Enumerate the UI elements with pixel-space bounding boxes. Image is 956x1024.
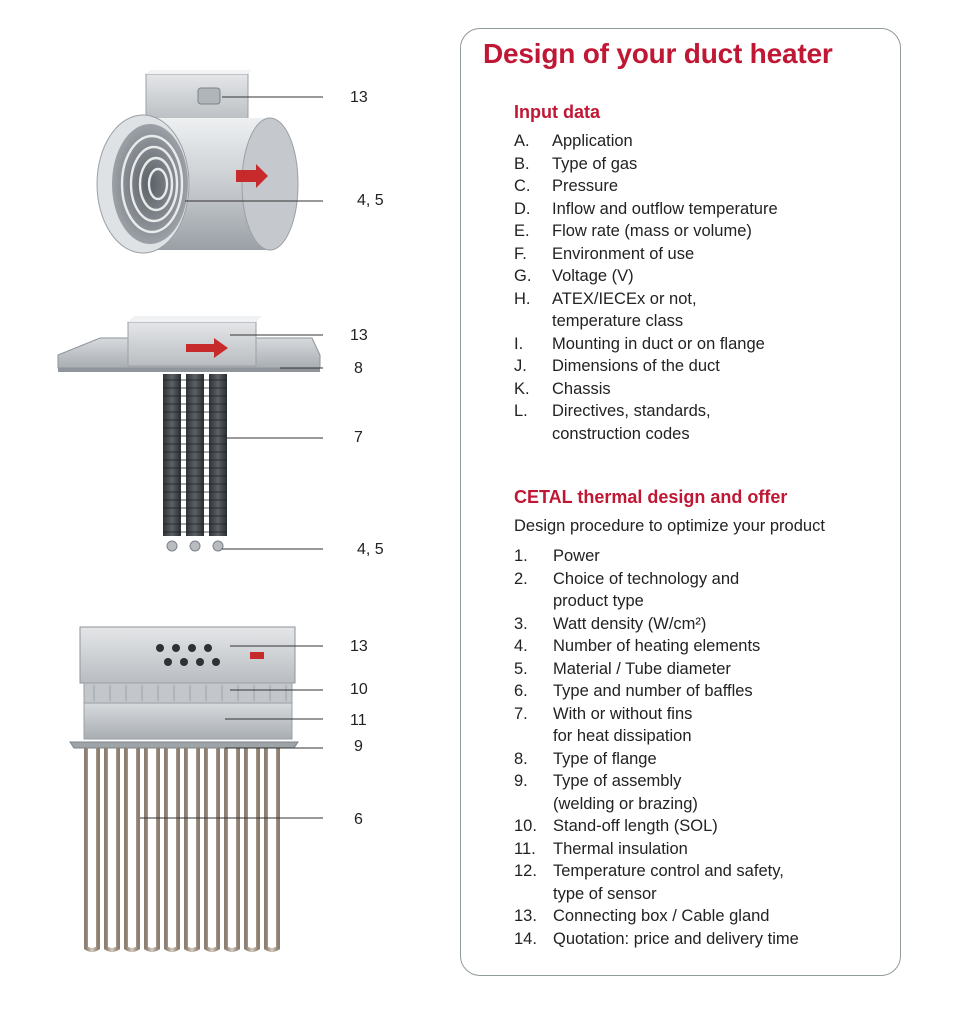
callout-6-baffles: 6 <box>354 811 363 828</box>
list-item <box>514 153 778 176</box>
design-intro-text: Design procedure to optimize your product <box>514 517 825 535</box>
list-item <box>514 905 799 928</box>
list-text: Flow rate (mass or volume) <box>552 222 752 240</box>
callout-4-5-tubes: 4, 5 <box>357 541 384 558</box>
list-item <box>514 378 778 401</box>
list-text: Inflow and outflow temperature <box>552 199 778 218</box>
list-text: Voltage (V) <box>552 267 634 285</box>
list-text: Type and number of baffles <box>553 682 753 700</box>
list-marker: K. <box>514 379 530 398</box>
list-item <box>514 613 799 636</box>
list-marker: 10. <box>514 817 537 835</box>
list-text: Material / Tube diameter <box>553 659 731 678</box>
list-marker: 11. <box>514 839 536 858</box>
list-text: Type of gas <box>552 154 638 173</box>
list-item <box>514 680 799 703</box>
list-marker: 2. <box>514 569 528 588</box>
list-marker: L. <box>514 402 528 420</box>
list-text: Temperature control and safety, type of sensor <box>553 862 784 903</box>
callout-9-assembly: 9 <box>354 738 363 755</box>
list-item <box>514 265 778 288</box>
callout-11-insulation: 11 <box>350 712 367 729</box>
list-text: With or without fins for heat dissipation <box>553 704 693 745</box>
list-item <box>514 175 778 198</box>
list-item <box>514 288 778 333</box>
list-item <box>514 658 799 681</box>
list-item <box>514 860 799 905</box>
page-title: Design of your duct heater <box>483 38 833 69</box>
list-text: Chassis <box>552 379 611 398</box>
list-item <box>514 703 799 748</box>
list-item <box>514 635 799 658</box>
list-marker: 5. <box>514 659 528 678</box>
list-marker: 4. <box>514 637 528 655</box>
list-text: Directives, standards, construction codes <box>552 402 711 443</box>
list-item <box>514 400 778 445</box>
callout-13-box: 13 <box>350 638 368 655</box>
list-marker: H. <box>514 289 531 308</box>
list-item <box>514 815 799 838</box>
callout-10-sol: 10 <box>350 681 368 698</box>
list-marker: C. <box>514 177 531 195</box>
list-text: Type of flange <box>553 749 657 768</box>
list-marker: I. <box>514 334 524 353</box>
list-item <box>514 220 778 243</box>
list-text: Number of heating elements <box>553 637 761 655</box>
list-text: Connecting box / Cable gland <box>553 907 770 925</box>
list-text: Mounting in duct or on flange <box>552 334 765 353</box>
list-marker: E. <box>514 222 530 240</box>
callout-13-box: 13 <box>350 327 368 344</box>
product-illustrations <box>0 0 460 1024</box>
list-marker: 6. <box>514 682 528 700</box>
list-item <box>514 198 778 221</box>
list-text: Watt density (W/cm²) <box>553 614 707 633</box>
list-text: Dimensions of the duct <box>552 357 720 375</box>
heating-tubes <box>86 748 278 950</box>
list-item <box>514 568 799 613</box>
list-text: Thermal insulation <box>553 839 688 858</box>
list-marker: 9. <box>514 772 528 790</box>
design-steps-list <box>514 545 799 950</box>
list-marker: D. <box>514 199 531 218</box>
list-item <box>514 770 799 815</box>
list-marker: F. <box>514 244 527 263</box>
heating-fins <box>163 374 227 551</box>
list-item <box>514 333 778 356</box>
duct-heater-tube-bundle <box>70 627 298 950</box>
input-data-heading: Input data <box>514 102 600 122</box>
list-marker: 8. <box>514 749 528 768</box>
duct-heater-finned <box>58 316 320 551</box>
list-item <box>514 355 778 378</box>
list-marker: J. <box>514 357 527 375</box>
list-marker: B. <box>514 154 530 173</box>
list-text: Type of assembly (welding or brazing) <box>553 772 698 813</box>
callout-4-5-tubes: 4, 5 <box>357 192 384 209</box>
list-marker: 13. <box>514 907 537 925</box>
list-marker: 1. <box>514 547 528 565</box>
list-item <box>514 748 799 771</box>
list-text: Quotation: price and delivery time <box>553 929 799 948</box>
list-marker: G. <box>514 267 532 285</box>
list-marker: A. <box>514 132 530 150</box>
callout-13-box: 13 <box>350 89 368 106</box>
list-text: Environment of use <box>552 244 695 263</box>
list-text: Power <box>553 547 600 565</box>
callout-8-flange: 8 <box>354 360 363 377</box>
list-marker: 12. <box>514 862 537 880</box>
list-marker: 3. <box>514 614 528 633</box>
design-offer-heading: CETAL thermal design and offer <box>514 487 788 507</box>
input-data-list <box>514 130 778 445</box>
list-text: Pressure <box>552 177 619 195</box>
list-text: ATEX/IECEx or not, temperature class <box>552 289 697 330</box>
list-text: Choice of technology and product type <box>553 569 740 610</box>
list-item <box>514 130 778 153</box>
list-item <box>514 243 778 266</box>
list-item <box>514 928 799 951</box>
list-text: Stand-off length (SOL) <box>553 817 718 835</box>
list-item <box>514 545 799 568</box>
list-marker: 7. <box>514 704 528 723</box>
list-marker: 14. <box>514 929 537 948</box>
list-text: Application <box>552 132 633 150</box>
list-item <box>514 838 799 861</box>
callout-7-fins: 7 <box>354 429 363 446</box>
